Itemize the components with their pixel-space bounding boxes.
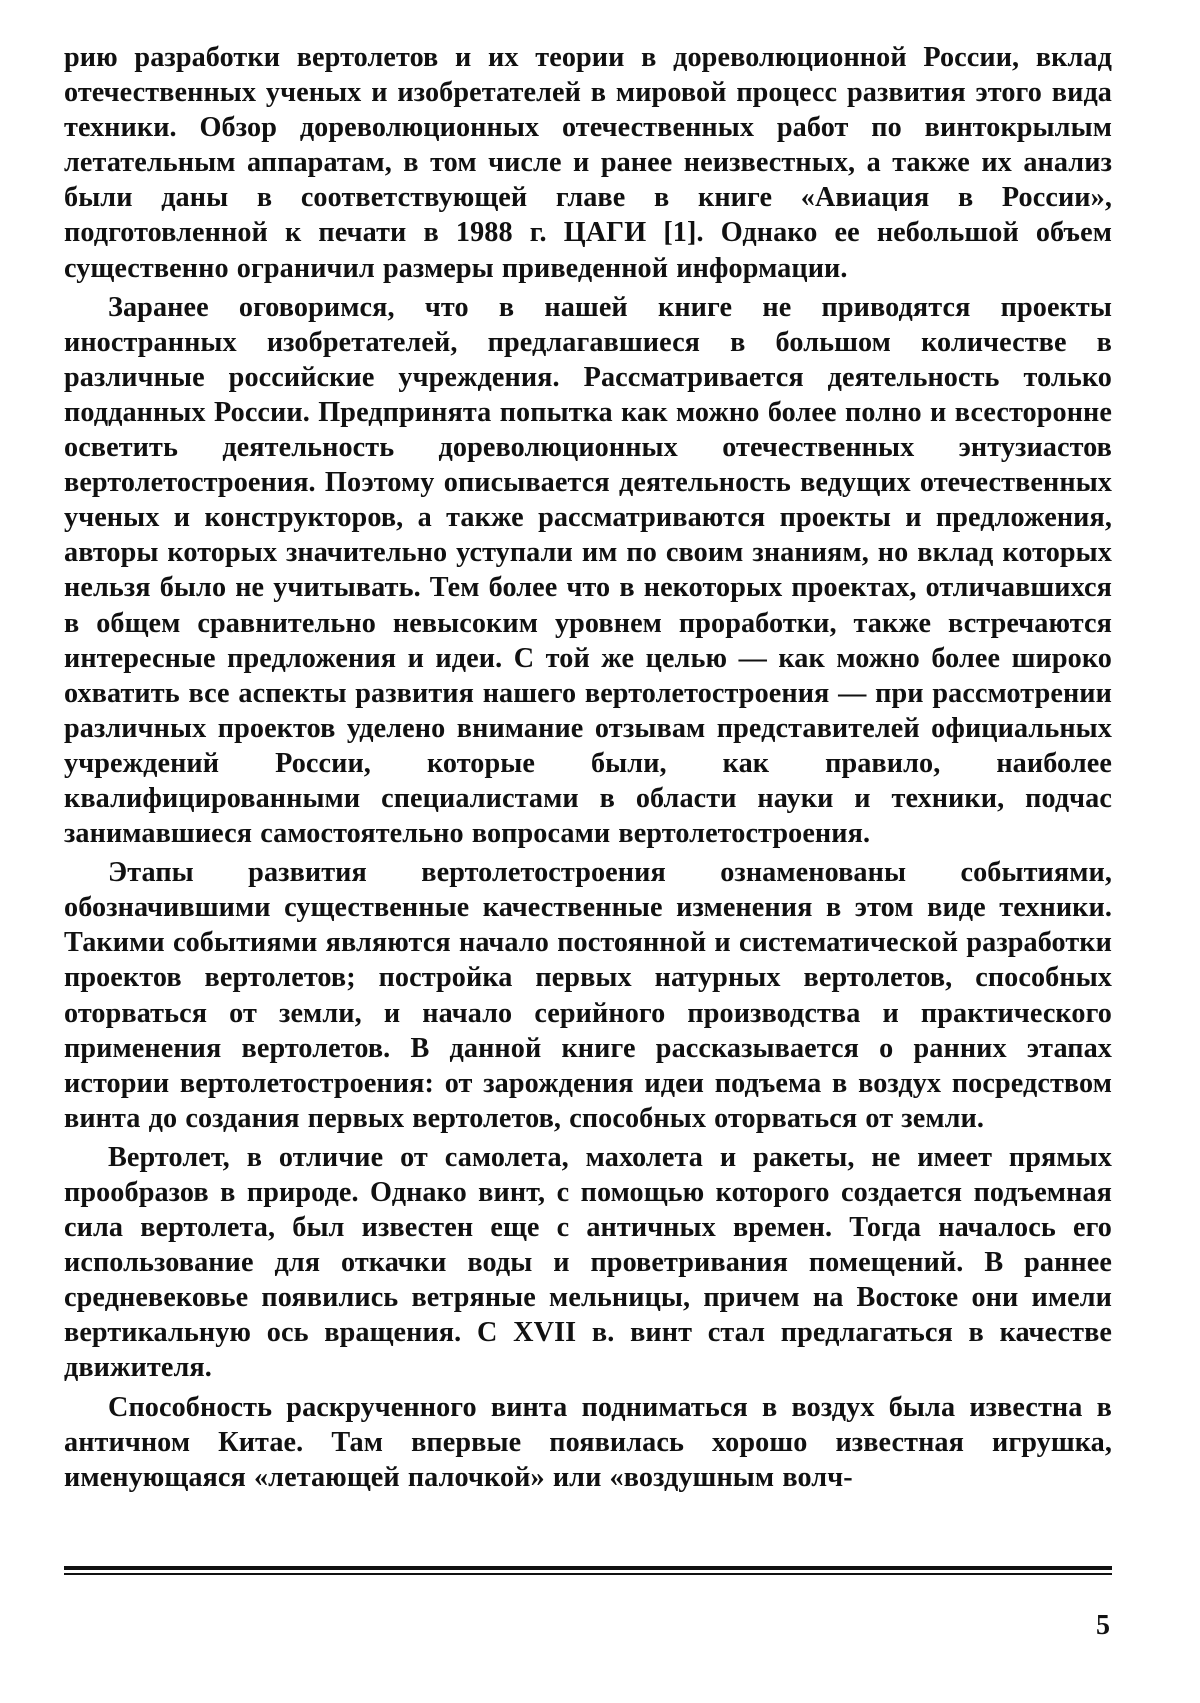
footer-rule-thin-line [64, 1573, 1112, 1575]
page-number: 5 [1096, 1610, 1110, 1641]
paragraph-1: рию разработки вертолетов и их теории в дореволюционной России, вклад отечественных ученых и изобретателей в мировой процесс развития этого вида техники. Обзор дореволюционных отечественных работ по винтокрылым летательным аппаратам, в том числе и ранее неизвестных, а также их анализ были даны в соответствующей главе в книге «Авиация в России», подготовленной к печати в 1988 г. ЦАГИ [1]. Однако ее небольшой объем существенно ограничил размеры приведенной информации. [64, 42, 1112, 284]
paragraph-2: Заранее оговоримся, что в нашей книге не приводятся проекты иностранных изобретателей, предлагавшиеся в большом количестве в различные российские учреждения. Рассматривается деятельность только подданных России. Предпринята попытка как можно более полно и всесторонне осветить деятельность дореволюционных отечественных энтузиастов вертолетостроения. Поэтому описывается деятельность ведущих отечественных ученых и конструкторов, а также рассматриваются проекты и предложения, авторы которых значительно уступали им по своим знаниям, но вклад которых нельзя было не учитывать. Тем более что в некоторых проектах, отличавшихся в общем сравнительно невысоким уровнем проработки, также встречаются интересные предложения и идеи. С той же целью — как можно более широко охватить все аспекты развития нашего вертолетостроения — при рассмотрении различных проектов уделено внимание отзывам представителей официальных учреждений России, которые были, как правило, наиболее квалифицированными специалистами в области науки и техники, подчас занимавшиеся самостоятельно вопросами вертолетостроения. [64, 291, 1112, 850]
paragraph-5: Способность раскрученного винта подниматься в воздух была известна в античном Китае. Там впервые появилась хорошо известная игрушка, именующаяся «летающей палочкой» или «воздушным волч- [64, 1391, 1112, 1493]
paragraph-4: Вертолет, в отличие от самолета, махолета и ракеты, не имеет прямых прообразов в природе. Однако винт, с помощью которого создается подъемная сила вертолета, был известен еще с античных времен. Тогда началось его использование для откачки воды и проветривания помещений. В раннее средневековье появились ветряные мельницы, причем на Востоке они имели вертикальную ось вращения. С XVII в. винт стал предлагаться в качестве движителя. [64, 1141, 1112, 1384]
footer-rule [64, 1566, 1112, 1576]
footer-rule-thick-line [64, 1566, 1112, 1570]
paragraph-3: Этапы развития вертолетостроения ознаменованы событиями, обозначившими существенные качественные изменения в этом виде техники. Такими событиями являются начало постоянной и систематической разработки проектов вертолетов; постройка первых натурных вертолетов, способных оторваться от земли, и начало серийного производства и практического применения вертолетов. В данной книге рассказывается о ранних этапах истории вертолетостроения: от зарождения идеи подъема в воздух посредством винта до создания первых вертолетов, способных оторваться от земли. [64, 857, 1112, 1134]
page-body [64, 40, 1112, 1499]
